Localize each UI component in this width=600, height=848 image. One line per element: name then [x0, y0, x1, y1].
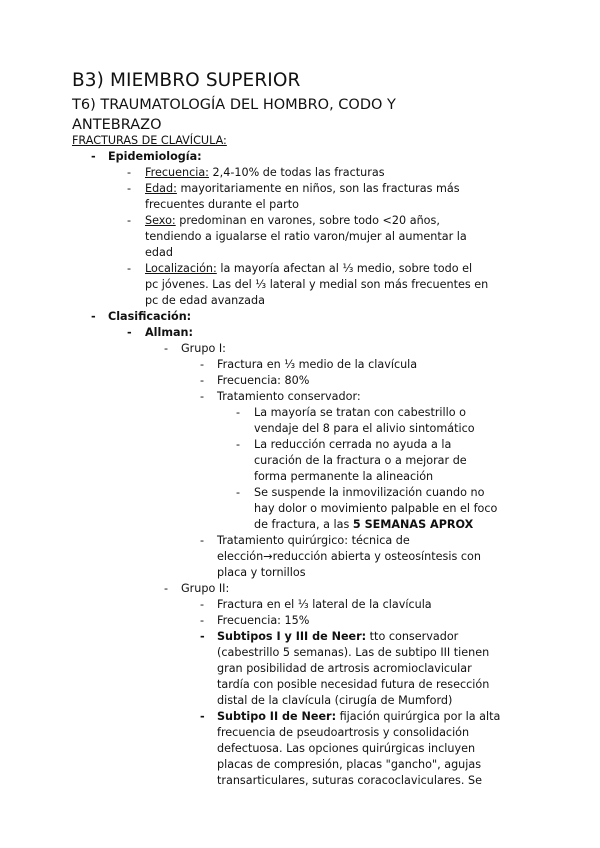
list-item-text: placa y tornillos	[217, 566, 306, 579]
bullet-dash: -	[200, 374, 205, 387]
bullet-dash: -	[127, 166, 132, 179]
bullet-dash: -	[127, 182, 132, 195]
list-item-text: tendiendo a igualarse el ratio varon/mujer al aumentar la	[145, 230, 467, 243]
list-item-text: de fractura, a las 5 SEMANAS APROX	[254, 518, 474, 531]
epidemiologia-heading: Epidemiología:	[108, 150, 202, 163]
list-item-text: frecuentes durante el parto	[145, 198, 299, 211]
list-item-text: frecuencia de pseudoartrosis y consolidación	[217, 726, 470, 739]
list-item-text: distal de la clavícula (cirugía de Mumford)	[217, 694, 453, 707]
list-item: La reducción cerrada no ayuda a la	[254, 438, 452, 451]
clasificacion-heading: Clasificación:	[108, 310, 192, 323]
list-item-neer-1-3: Subtipos I y III de Neer: tto conservador	[217, 630, 459, 643]
list-item-text: edad	[145, 246, 173, 259]
bullet-dash: -	[200, 534, 205, 547]
bullet-dash: -	[200, 358, 205, 371]
bullet-dash: -	[236, 406, 241, 419]
bullet-dash: -	[236, 438, 241, 451]
bullet-dash: -	[127, 214, 132, 227]
list-item-text: (cabestrillo 5 semanas). Las de subtipo III tienen	[217, 646, 490, 659]
list-item: Fractura en ⅓ medio de la clavícula	[217, 358, 418, 371]
grupo-2-label: Grupo II:	[181, 582, 230, 595]
list-item: Fractura en el ⅓ lateral de la clavícula	[217, 598, 432, 611]
page-title: B3) MIEMBRO SUPERIOR	[72, 70, 301, 91]
list-item: Frecuencia: 80%	[217, 374, 310, 387]
bullet-dash: -	[200, 598, 205, 611]
allman-heading: Allman:	[145, 326, 193, 339]
list-item-text: tardía con posible necesidad futura de resección	[217, 678, 490, 691]
list-item: Tratamiento quirúrgico: técnica de	[217, 534, 410, 547]
bullet-dash: -	[91, 310, 96, 323]
bullet-dash: -	[200, 390, 205, 403]
list-item-neer-2: Subtipo II de Neer: fijación quirúrgica por la alta	[217, 710, 501, 723]
list-item-text: defectuosa. Las opciones quirúrgicas incluyen	[217, 742, 476, 755]
list-item-sexo: Sexo: predominan en varones, sobre todo <20 años,	[145, 214, 440, 227]
list-item-text: pc de edad avanzada	[145, 294, 265, 307]
list-item-text: transarticulares, suturas coracoclaviculares. Se	[217, 774, 482, 787]
list-item-text: vendaje del 8 para el alivio sintomático	[254, 422, 475, 435]
bullet-dash: -	[127, 262, 132, 275]
bullet-dash: -	[200, 614, 205, 627]
list-item-text: pc jóvenes. Las del ⅓ lateral y medial son más frecuentes en	[145, 278, 489, 291]
list-item-edad: Edad: mayoritariamente en niños, son las fracturas más	[145, 182, 460, 195]
list-item: Frecuencia: 15%	[217, 614, 310, 627]
bullet-dash: -	[164, 582, 169, 595]
grupo-1-label: Grupo I:	[181, 342, 226, 355]
list-item-text: elección→reducción abierta y osteosíntesis con	[217, 550, 481, 563]
page-subtitle: T6) TRAUMATOLOGÍA DEL HOMBRO, CODO Y ANTEBRAZO	[72, 97, 396, 133]
list-item-text: forma permanente la alineación	[254, 470, 434, 483]
list-item: La mayoría se tratan con cabestrillo o	[254, 406, 466, 419]
bullet-dash: -	[164, 342, 169, 355]
bullet-dash: -	[127, 326, 132, 339]
bullet-dash: -	[200, 710, 205, 723]
bullet-dash: -	[236, 486, 241, 499]
list-item-text: hay dolor o movimiento palpable en el foco	[254, 502, 498, 515]
bullet-dash: -	[200, 630, 205, 643]
list-item-text: curación de la fractura o a mejorar de	[254, 454, 467, 467]
section-heading: FRACTURAS DE CLAVÍCULA:	[72, 134, 227, 147]
list-item-text: placas de compresión, placas "gancho", agujas	[217, 758, 482, 771]
list-item-text: gran posibilidad de artrosis acromioclavicular	[217, 662, 472, 675]
list-item: Tratamiento conservador:	[217, 390, 361, 403]
list-item-frecuencia: Frecuencia: 2,4-10% de todas las fracturas	[145, 166, 385, 179]
bullet-dash: -	[91, 150, 96, 163]
list-item-localizacion: Localización: la mayoría afectan al ⅓ medio, sobre todo el	[145, 262, 473, 275]
list-item: Se suspende la inmovilización cuando no	[254, 486, 485, 499]
